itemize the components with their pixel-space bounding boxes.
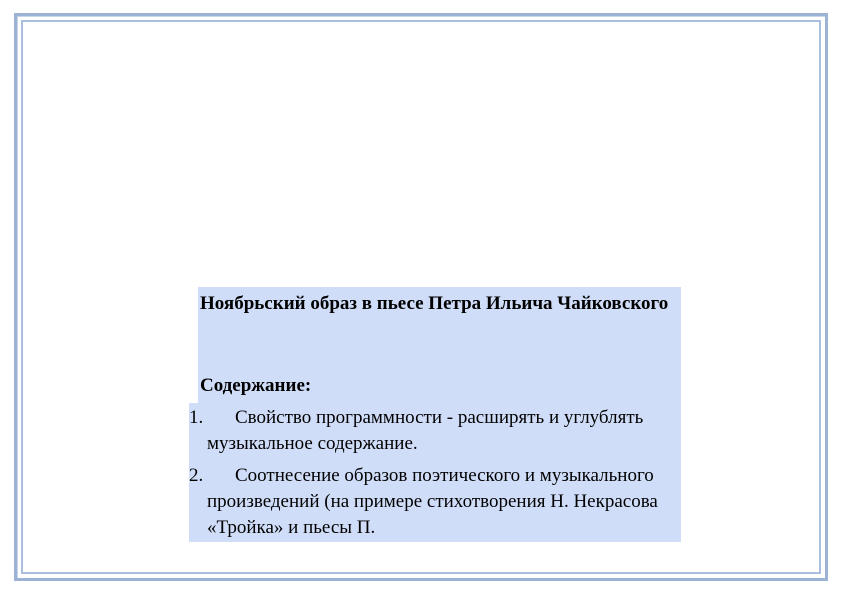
list-item — [189, 405, 679, 457]
list-item — [189, 463, 679, 541]
list-item-number: 1. — [189, 407, 204, 428]
list-item-text: Свойство программности - расширять и углублять музыкальное содержание. — [207, 407, 644, 454]
list-item-text: Соотнесение образов поэтического и музыкального произведений (на примере стихотворения Н. Некрасова «Тройка» и пьесы П. — [207, 465, 658, 538]
contents-heading: Содержание: — [200, 375, 312, 396]
list-item-number: 2. — [189, 465, 204, 486]
document-title: Ноябрьский образ в пьесе Петра Ильича Чайковского — [200, 293, 669, 314]
